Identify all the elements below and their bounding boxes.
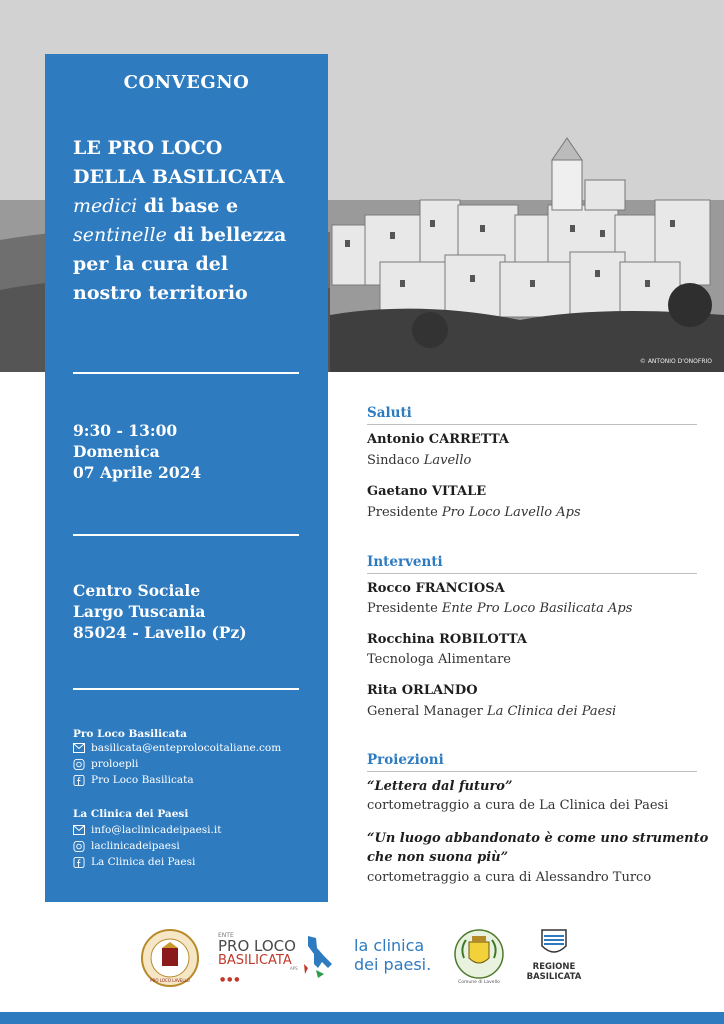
proloco-basilicata-logo: ENTE PRO LOCO BASILICATA APS ● ● ●	[218, 932, 338, 988]
speaker-name: Rita ORLANDO	[367, 683, 478, 698]
event-day: Domenica	[73, 442, 160, 461]
contact-instagram-proloco[interactable]: proloepli	[73, 758, 138, 770]
event-venue	[73, 580, 247, 643]
italy-map-icon	[302, 934, 336, 980]
event-type: CONVEGNO	[123, 72, 250, 93]
speaker-name: Rocchina ROBILOTTA	[367, 632, 528, 647]
speaker-role: Sindaco Lavello	[367, 453, 472, 468]
contact-facebook-clinica[interactable]: La Clinica dei Paesi	[73, 856, 195, 868]
speaker-role: Presidente Ente Pro Loco Basilicata Aps	[367, 601, 633, 616]
contact-facebook-proloco[interactable]: Pro Loco Basilicata	[73, 774, 194, 786]
facebook-icon	[73, 775, 85, 786]
film-title: “Lettera dal futuro”	[367, 779, 513, 794]
section-heading-saluti: Saluti	[367, 405, 412, 421]
film-description: cortometraggio a cura di Alessandro Turco	[367, 870, 652, 885]
speaker-role: Presidente Pro Loco Lavello Aps	[367, 505, 581, 520]
regione-basilicata-logo: REGIONE BASILICATA	[524, 928, 584, 990]
title-line: sentinelle di bellezza	[73, 224, 287, 246]
title-line: nostro territorio	[73, 282, 248, 304]
film-description: cortometraggio a cura de La Clinica dei Paesi	[367, 798, 669, 813]
sponsor-logos	[0, 918, 724, 998]
title-line: LE PRO LOCO	[73, 137, 223, 159]
divider	[73, 372, 299, 374]
contact-email-clinica[interactable]: info@laclinicadeipaesi.it	[73, 824, 221, 836]
venue-line: 85024 - Lavello (Pz)	[73, 623, 247, 642]
bottom-bar	[0, 1012, 724, 1024]
speaker-role: Tecnologa Alimentare	[367, 652, 512, 667]
section-divider	[367, 771, 697, 772]
event-panel	[45, 54, 328, 902]
event-date: 07 Aprile 2024	[73, 463, 202, 482]
regione-crest-icon	[540, 928, 568, 958]
facebook-icon	[73, 857, 85, 868]
venue-line: Largo Tuscania	[73, 602, 206, 621]
title-line: DELLA BASILICATA	[73, 166, 285, 188]
comune-lavello-logo	[452, 928, 506, 986]
speaker-name: Rocco FRANCIOSA	[367, 581, 505, 596]
venue-line: Centro Sociale	[73, 581, 201, 600]
clinica-dei-paesi-logo: la clinica dei paesi.	[354, 936, 432, 974]
section-heading-proiezioni: Proiezioni	[367, 752, 444, 768]
event-datetime	[73, 420, 201, 483]
contact-heading-clinica: La Clinica dei Paesi	[73, 808, 189, 820]
mail-icon	[73, 743, 85, 753]
photo-credit: © ANTONIO D'ONOFRIO	[639, 358, 712, 365]
stars-icon: ● ● ●	[220, 976, 240, 983]
event-title	[73, 134, 323, 308]
section-divider	[367, 573, 697, 574]
contact-email-proloco[interactable]: basilicata@enteprolocoitaliane.com	[73, 742, 281, 754]
proloco-lavello-logo	[140, 928, 200, 988]
svg-text:Comune di Lavello: Comune di Lavello	[458, 980, 500, 985]
contact-heading-proloco: Pro Loco Basilicata	[73, 728, 187, 740]
speaker-name: Gaetano VITALE	[367, 484, 487, 499]
divider	[73, 534, 299, 536]
contact-instagram-clinica[interactable]: laclinicadeipaesi	[73, 840, 180, 852]
title-line: medici di base e	[73, 195, 239, 217]
speaker-name: Antonio CARRETTA	[367, 432, 510, 447]
title-line: per la cura del	[73, 253, 229, 275]
speaker-role: General Manager La Clinica dei Paesi	[367, 704, 617, 719]
divider	[73, 688, 299, 690]
instagram-icon	[73, 841, 85, 852]
film-title: “Un luogo abbandonato è come uno strumento che non suona più”	[367, 831, 709, 865]
instagram-icon	[73, 759, 85, 770]
svg-text:PRO LOCO LAVELLO: PRO LOCO LAVELLO	[150, 978, 190, 983]
mail-icon	[73, 825, 85, 835]
event-time: 9:30 - 13:00	[73, 421, 178, 440]
section-heading-interventi: Interventi	[367, 554, 443, 570]
section-divider	[367, 424, 697, 425]
